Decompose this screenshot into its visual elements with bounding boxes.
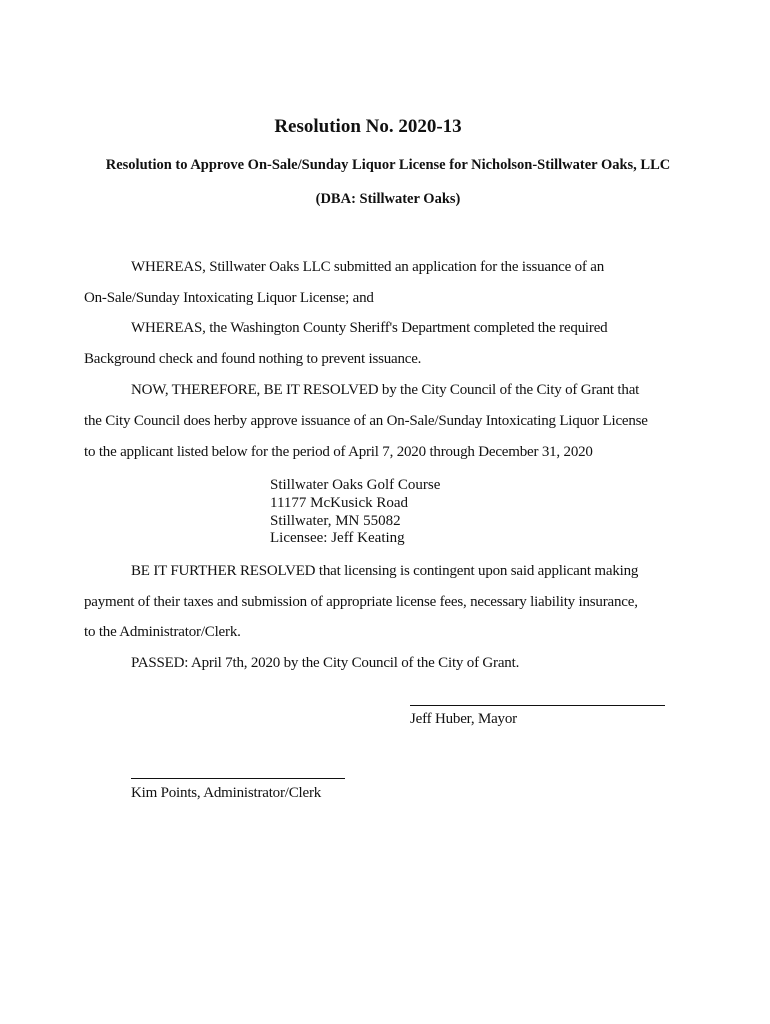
- clerk-signature-line: [131, 778, 345, 779]
- whereas-1-line-2: On-Sale/Sunday Intoxicating Liquor License; and: [84, 290, 374, 306]
- licensee-street: 11177 McKusick Road: [270, 495, 409, 511]
- licensee-person: Licensee: Jeff Keating: [270, 530, 405, 546]
- dba-line: (DBA: Stillwater Oaks): [315, 191, 461, 207]
- further-line-2: payment of their taxes and submission of appropriate license fees, necessary liability insurance,: [84, 594, 638, 610]
- mayor-name: Jeff Huber, Mayor: [410, 711, 517, 727]
- passed-line: PASSED: April 7th, 2020 by the City Council of the City of Grant.: [131, 655, 520, 671]
- resolved-line-1: NOW, THEREFORE, BE IT RESOLVED by the City Council of the City of Grant that: [131, 382, 640, 398]
- mayor-signature-line: [410, 705, 665, 706]
- page-title: Resolution No. 2020-13: [274, 116, 462, 137]
- whereas-2-line-2: Background check and found nothing to prevent issuance.: [84, 351, 422, 367]
- whereas-1-line-1: WHEREAS, Stillwater Oaks LLC submitted an application for the issuance of an: [131, 259, 605, 275]
- whereas-2-line-1: WHEREAS, the Washington County Sheriff's Department completed the required: [131, 320, 608, 336]
- further-line-1: BE IT FURTHER RESOLVED that licensing is contingent upon said applicant making: [131, 563, 639, 579]
- resolved-line-3: to the applicant listed below for the period of April 7, 2020 through December 31, 2020: [84, 444, 593, 460]
- licensee-name: Stillwater Oaks Golf Course: [270, 477, 441, 493]
- further-line-3: to the Administrator/Clerk.: [84, 624, 241, 640]
- clerk-name: Kim Points, Administrator/Clerk: [131, 785, 322, 801]
- licensee-city: Stillwater, MN 55082: [270, 513, 401, 529]
- resolved-line-2: the City Council does herby approve issuance of an On-Sale/Sunday Intoxicating Liquor License: [84, 413, 648, 429]
- resolution-subtitle: Resolution to Approve On-Sale/Sunday Liquor License for Nicholson-Stillwater Oaks, LLC: [105, 157, 671, 173]
